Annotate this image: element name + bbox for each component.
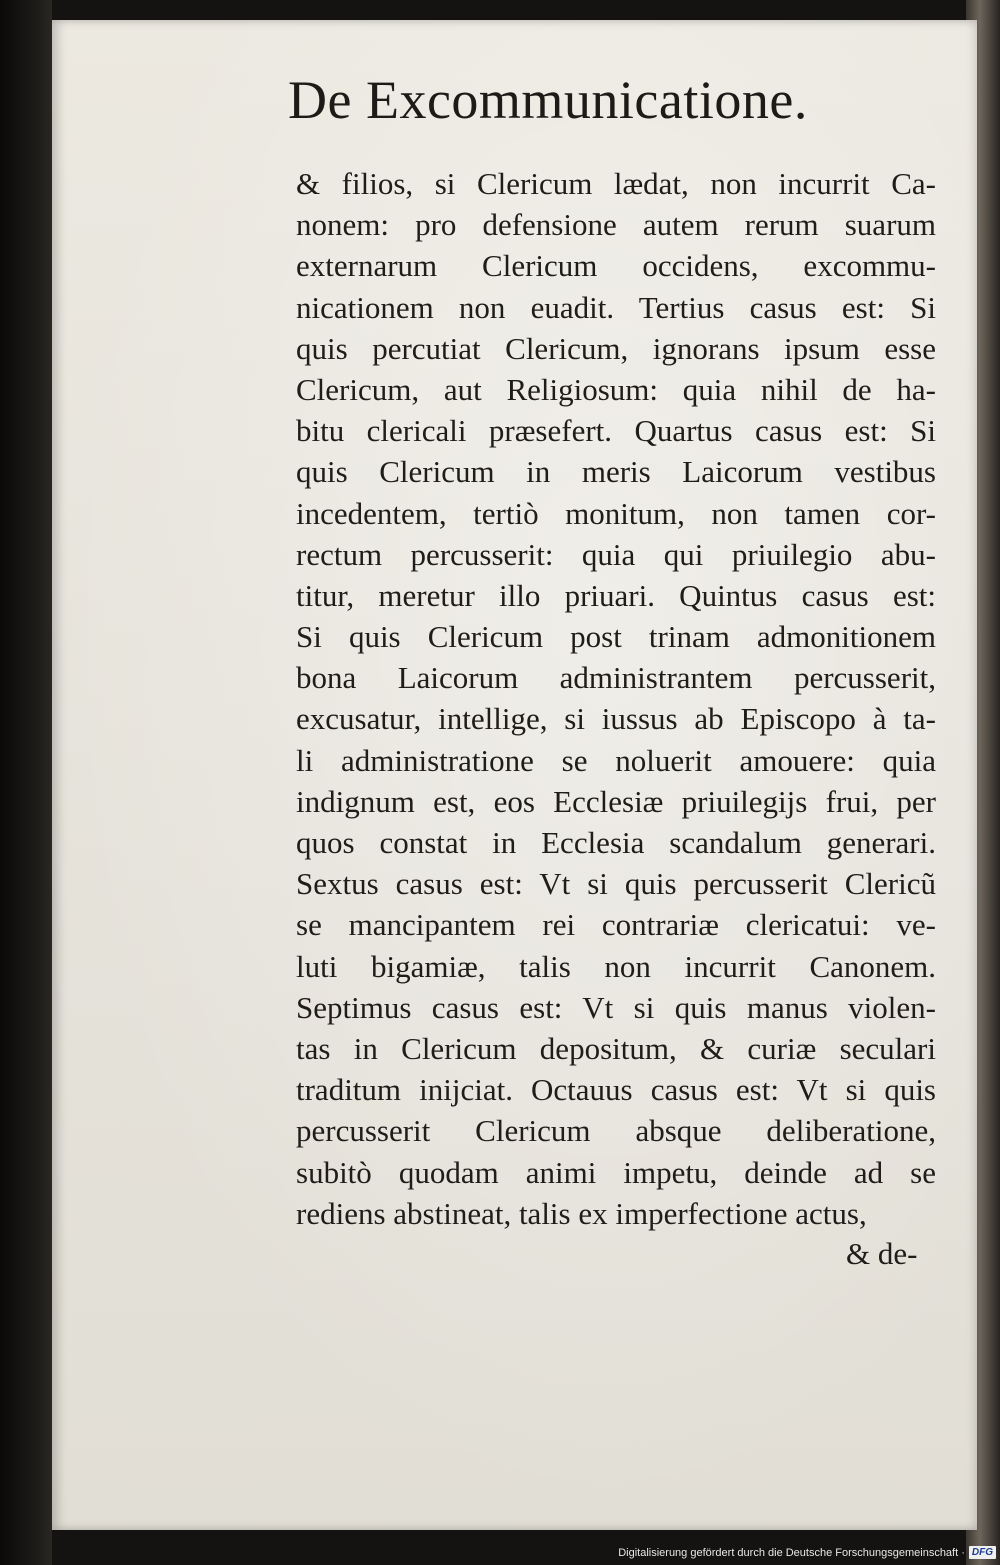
text-line: nonem: pro defensione autem rerum suarum xyxy=(296,207,936,243)
dfg-logo[interactable]: DFG xyxy=(969,1546,996,1559)
text-line: quis percutiat Clericum, ignorans ipsum esse xyxy=(296,330,936,366)
text-line: excusatur, intellige, si iussus ab Episcopo à ta- xyxy=(296,701,936,737)
text-line: se mancipantem rei contrariæ clericatui: ve- xyxy=(296,907,936,943)
text-line: & filios, si Clericum lædat, non incurrit Ca- xyxy=(296,166,936,201)
text-line: Sextus casus est: Vt si quis percusserit Clericũ xyxy=(296,866,936,902)
text-line: traditum inijciat. Octauus casus est: Vt si quis xyxy=(296,1072,936,1108)
text-line: titur, meretur illo priuari. Quintus casus est: xyxy=(296,577,936,613)
text-line: Si quis Clericum post trinam admonitionem xyxy=(296,619,936,655)
text-line: incedentem, tertiò monitum, non tamen cor- xyxy=(296,495,936,531)
text-line: luti bigamiæ, talis non incurrit Canonem. xyxy=(296,948,936,984)
text-line: quis Clericum in meris Laicorum vestibus xyxy=(296,454,936,490)
text-line: externarum Clericum occidens, excommu- xyxy=(296,248,936,284)
text-line: Clericum, aut Religiosum: quia nihil de ha- xyxy=(296,371,936,407)
text-line: tas in Clericum depositum, & curiæ seculari xyxy=(296,1030,936,1066)
text-line: bitu clericali præsefert. Quartus casus est: Si xyxy=(296,413,936,449)
text-line: percusserit Clericum absque deliberatione, xyxy=(296,1113,936,1149)
body-text xyxy=(296,163,936,1234)
digitization-footer xyxy=(618,1546,996,1559)
text-line: quos constat in Ecclesia scandalum generari. xyxy=(296,825,936,860)
text-line: bona Laicorum administrantem percusserit, xyxy=(296,660,936,696)
text-line: li administratione se noluerit amouere: quia xyxy=(296,742,936,778)
book-edge-left xyxy=(0,0,52,1565)
text-line: nicationem non euadit. Tertius casus est: Si xyxy=(296,289,936,325)
text-line: indignum est, eos Ecclesiæ priuilegijs frui, per xyxy=(296,783,936,819)
running-head: De Excommunicatione. xyxy=(288,70,808,130)
catchword: & de- xyxy=(846,1236,918,1271)
footer-text: Digitalisierung gefördert durch die Deutsche Forschungsgemeinschaft · xyxy=(618,1546,965,1559)
text-line: subitò quodam animi impetu, deinde ad se xyxy=(296,1154,936,1190)
text-line: rediens abstineat, talis ex imperfectione actus, xyxy=(296,1195,867,1231)
text-line: Septimus casus est: Vt si quis manus violen- xyxy=(296,989,936,1025)
text-line: rectum percusserit: quia qui priuilegio abu- xyxy=(296,536,936,572)
